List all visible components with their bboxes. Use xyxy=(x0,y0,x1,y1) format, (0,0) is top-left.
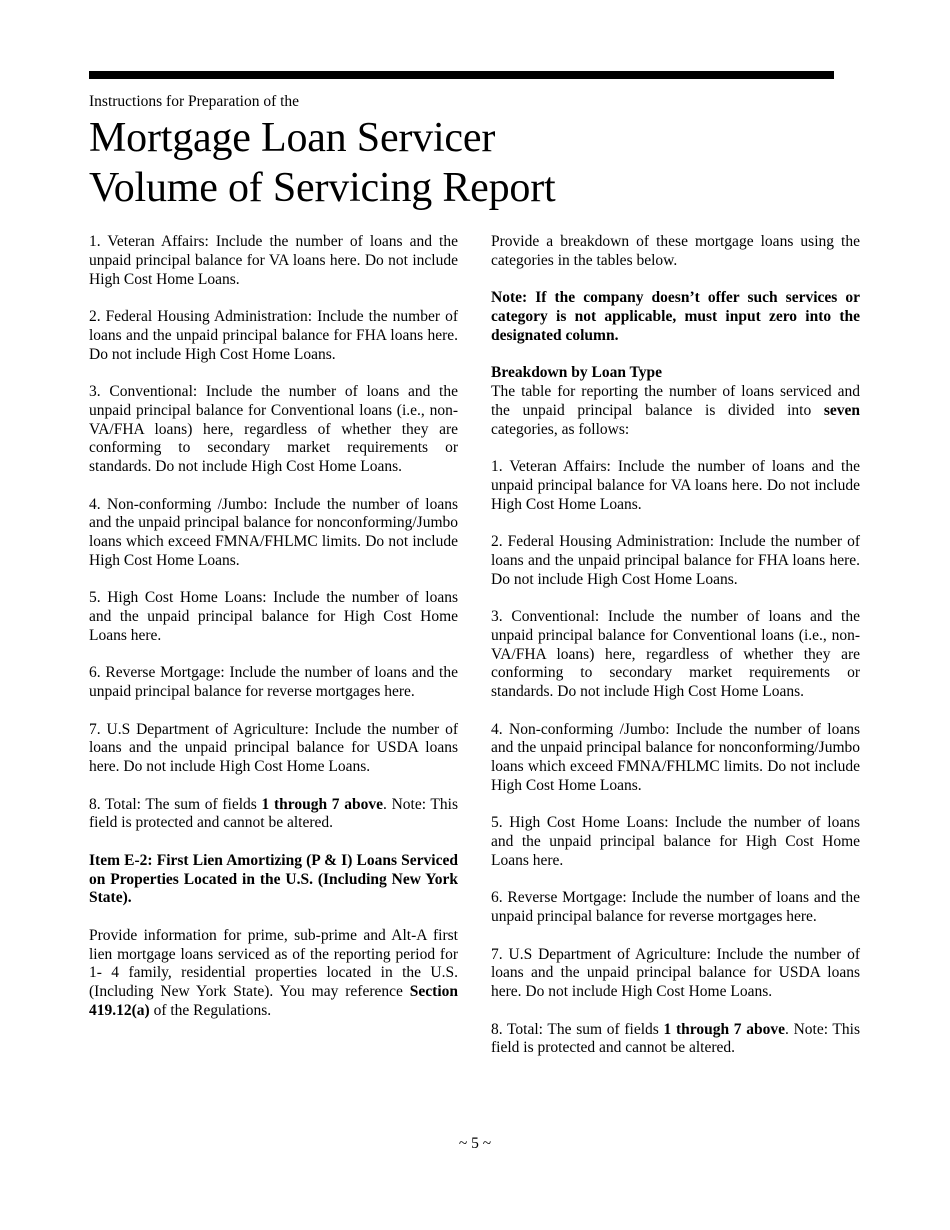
header-rule xyxy=(89,71,834,79)
left-column xyxy=(89,233,458,1039)
right-item-total: 8. Total: The sum of fields 1 through 7 above. Note: This field is protected and cannot be altered. xyxy=(491,1020,860,1057)
item-e2-heading: Item E-2: First Lien Amortizing (P & I) Loans Serviced on Properties Located in the U.S. (Including New York State). xyxy=(89,851,458,907)
right-item-high-cost: 5. High Cost Home Loans: Include the number of loans and the unpaid principal balance for High Cost Home Loans here. xyxy=(491,814,860,869)
left-item-usda: 7. U.S Department of Agriculture: Include the number of loans and the unpaid principal balance for USDA loans here. Do not include High Cost Home Loans. xyxy=(89,720,458,775)
page-number: ~ 5 ~ xyxy=(458,1135,492,1152)
left-item-high-cost: 5. High Cost Home Loans: Include the number of loans and the unpaid principal balance for High Cost Home Loans here. xyxy=(89,589,458,644)
page-title-line-1: Mortgage Loan Servicer xyxy=(89,115,496,161)
seven-bold: seven xyxy=(823,401,860,419)
page-title xyxy=(89,113,555,213)
left-item-fha: 2. Federal Housing Administration: Include the number of loans and the unpaid principal balance for FHA loans here. Do not include High Cost Home Loans. xyxy=(89,308,458,363)
right-item-jumbo: 4. Non-conforming /Jumbo: Include the number of loans and the unpaid principal balance for nonconforming/Jumbo loans which exceed FMNA/FHLMC limits. Do not include High Cost Home Loans. xyxy=(491,720,860,794)
left-item-total: 8. Total: The sum of fields 1 through 7 above. Note: This field is protected and cannot be altered. xyxy=(89,795,458,832)
section-reference: Section 419.12(a) xyxy=(89,983,458,1019)
left-item-reverse: 6. Reverse Mortgage: Include the number of loans and the unpaid principal balance for reverse mortgages here. xyxy=(89,664,458,700)
left-total-bold: 1 through 7 above xyxy=(261,795,383,813)
provide-info-paragraph: Provide information for prime, sub-prime and Alt-A first lien mortgage loans serviced as of the reporting period for 1- 4 family, residential properties located in the U.S. (Including New York State). You may reference Section 419.12(a) of the Regulations. xyxy=(89,926,458,1019)
right-item-reverse: 6. Reverse Mortgage: Include the number of loans and the unpaid principal balance for reverse mortgages here. xyxy=(491,889,860,925)
left-item-conventional: 3. Conventional: Include the number of loans and the unpaid principal balance for Conventional loans (i.e., non-VA/FHA loans) here, regardless of whether they are conforming to secondary market requirements or standards. Do not include High Cost Home Loans. xyxy=(89,383,458,475)
right-column xyxy=(491,233,860,1077)
breakdown-intro: Provide a breakdown of these mortgage loans using the categories in the tables below. xyxy=(491,233,860,269)
right-item-conventional: 3. Conventional: Include the number of loans and the unpaid principal balance for Conventional loans (i.e., non-VA/FHA loans) here, regardless of whether they are conforming to secondary market requirements or standards. Do not include High Cost Home Loans. xyxy=(491,608,860,700)
page-subtitle: Instructions for Preparation of the xyxy=(89,93,300,110)
breakdown-heading: Breakdown by Loan Type xyxy=(491,364,662,382)
right-item-fha: 2. Federal Housing Administration: Include the number of loans and the unpaid principal balance for FHA loans here. Do not include High Cost Home Loans. xyxy=(491,533,860,588)
right-item-usda: 7. U.S Department of Agriculture: Include the number of loans and the unpaid principal balance for USDA loans here. Do not include High Cost Home Loans. xyxy=(491,945,860,1000)
left-item-jumbo: 4. Non-conforming /Jumbo: Include the number of loans and the unpaid principal balance for nonconforming/Jumbo loans which exceed FMNA/FHLMC limits. Do not include High Cost Home Loans. xyxy=(89,495,458,569)
page-title-line-2: Volume of Servicing Report xyxy=(89,165,556,211)
right-item-va: 1. Veteran Affairs: Include the number of loans and the unpaid principal balance for VA loans here. Do not include High Cost Home Loans. xyxy=(491,458,860,513)
breakdown-text: The table for reporting the number of loans serviced and the unpaid principal balance is divided into seven categories, as follows: xyxy=(491,383,860,438)
left-item-va: 1. Veteran Affairs: Include the number of loans and the unpaid principal balance for VA loans here. Do not include High Cost Home Loans. xyxy=(89,233,458,288)
note-paragraph: Note: If the company doesn’t offer such services or category is not applicable, must input zero into the designated column. xyxy=(491,289,860,344)
right-total-bold: 1 through 7 above xyxy=(663,1020,785,1038)
